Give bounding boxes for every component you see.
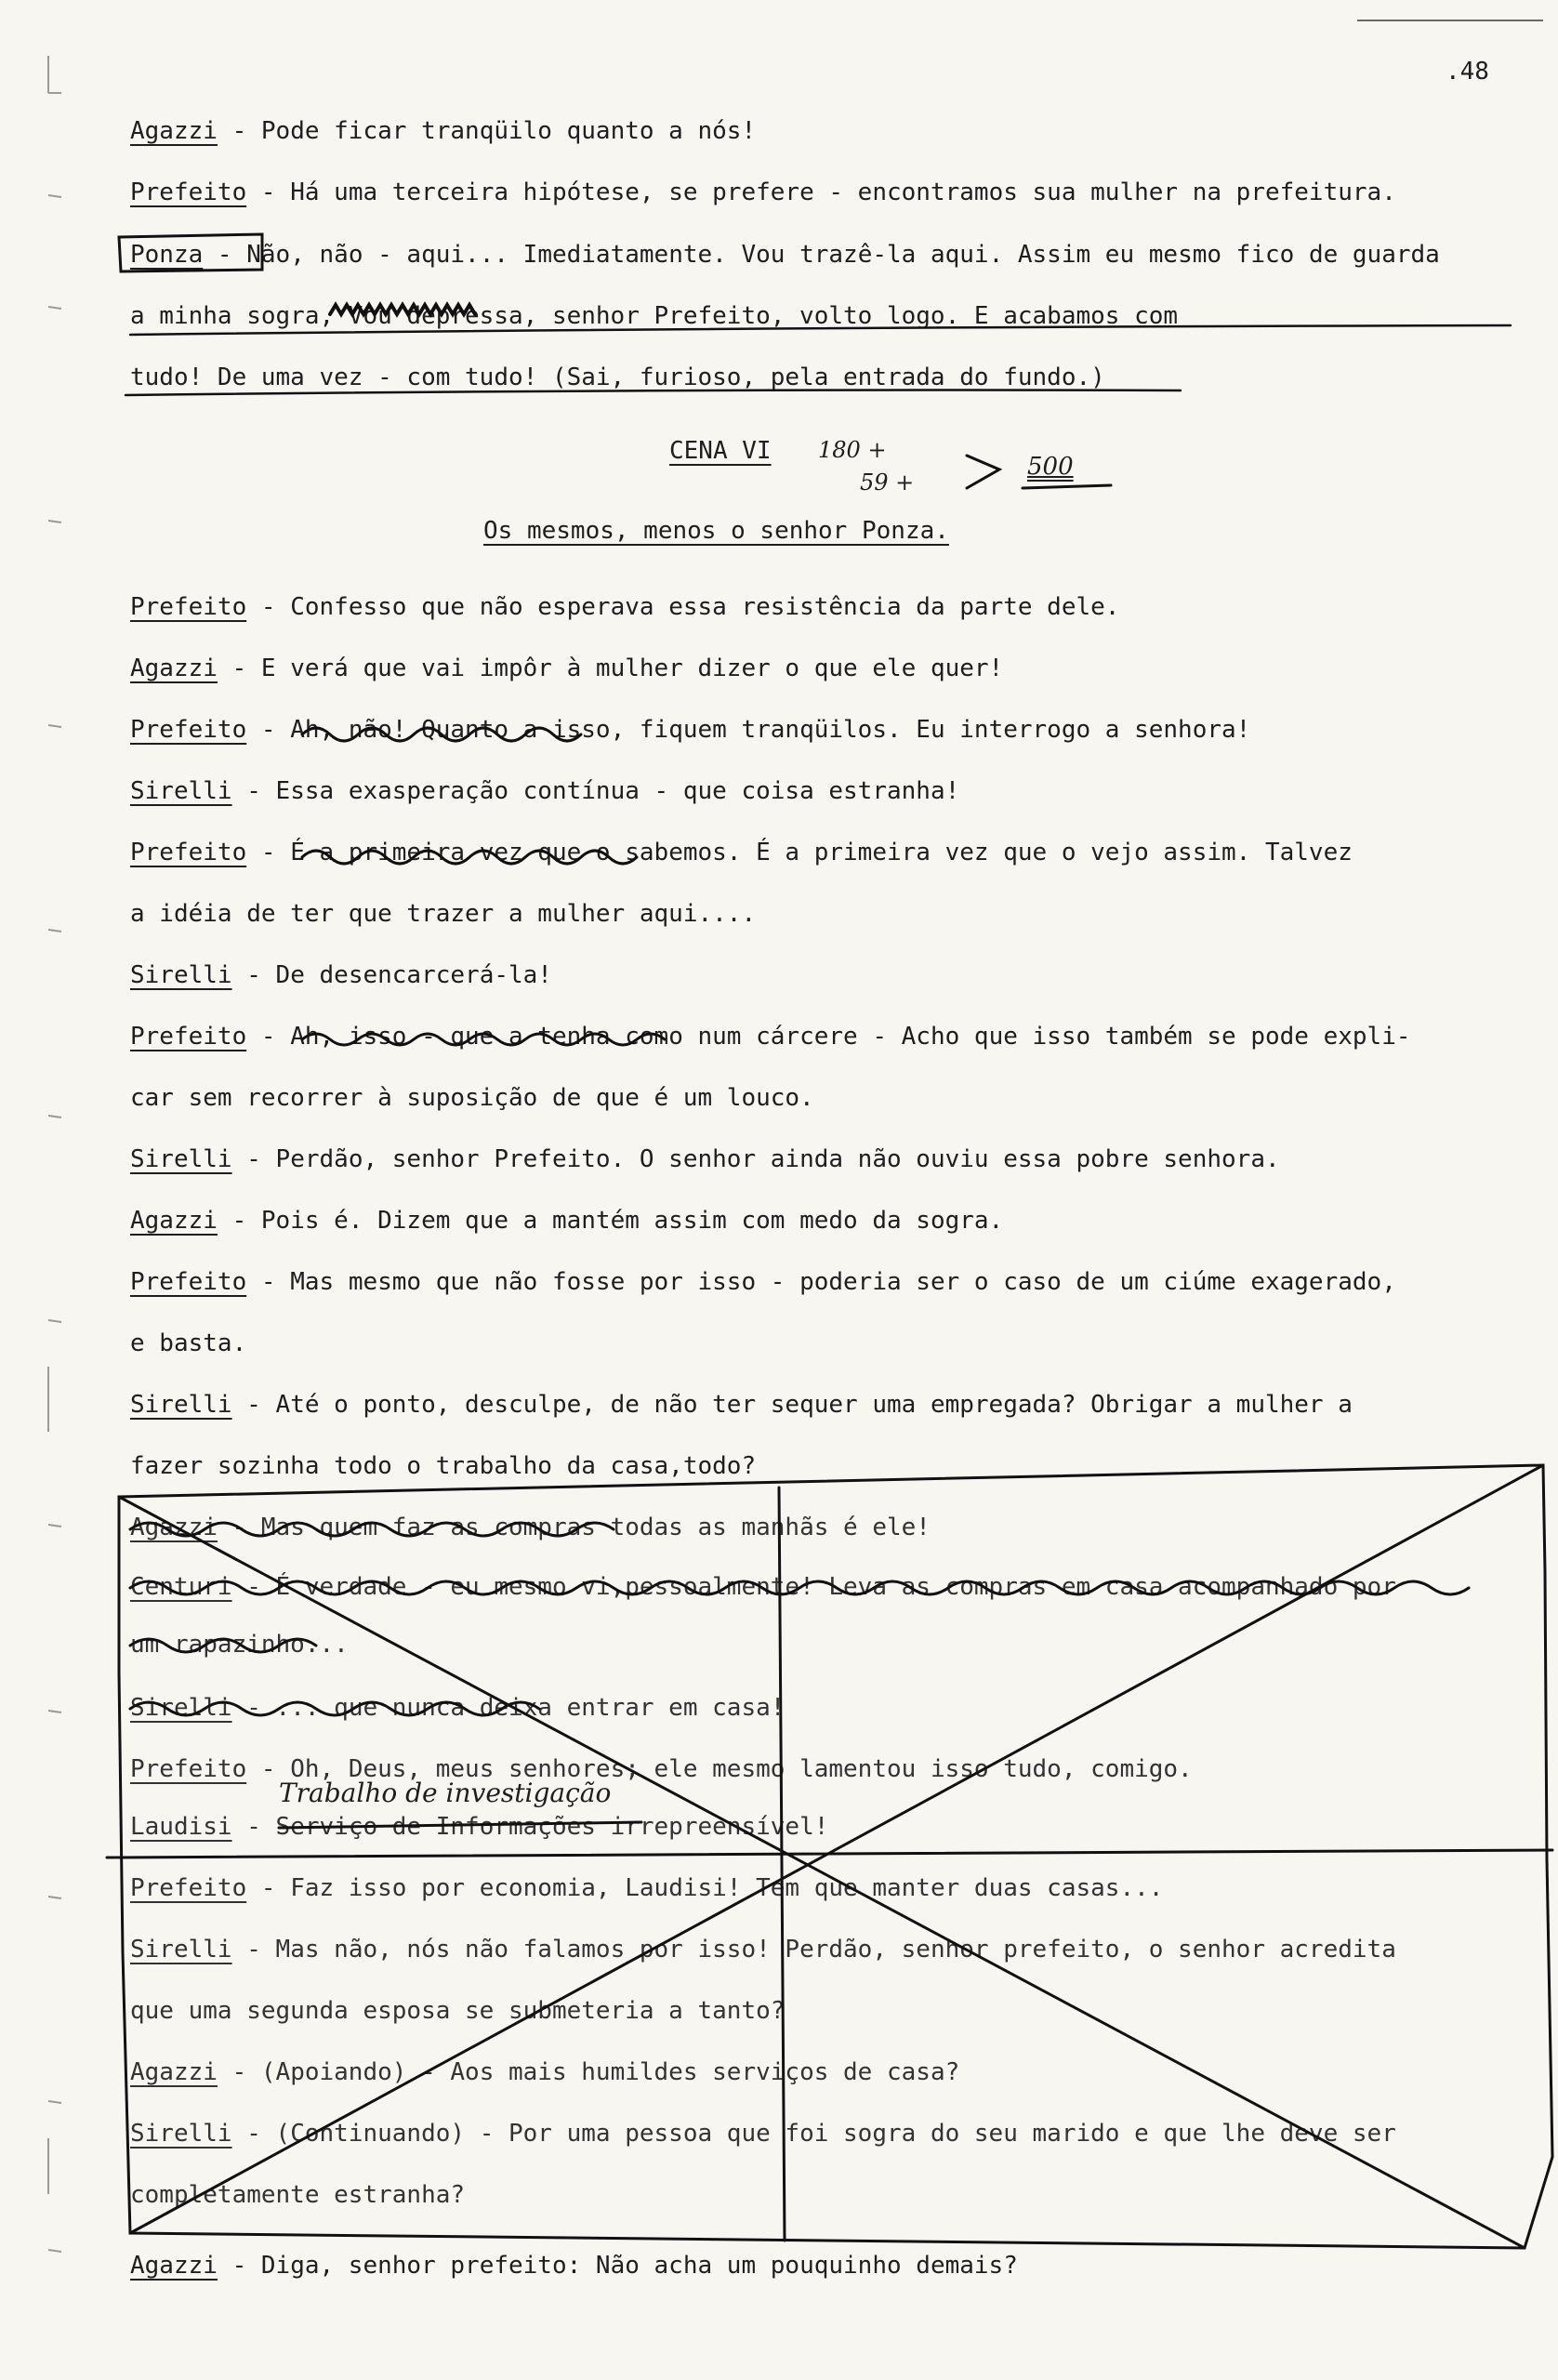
dialogue-line (130, 362, 1484, 393)
line-text: Mas não, nós não falamos por isso! Perdão, senhor prefeito, o senhor acredita (275, 1936, 1396, 1964)
speaker-name: Sirelli (130, 2120, 232, 2148)
dialogue-line: Sirelli - De desencarcerá-la! (130, 961, 552, 989)
line-text: De desencarcerá-la! (275, 961, 552, 989)
dialogue-line: Agazzi - Diga, senhor prefeito: Não acha um pouquinho demais? (130, 2252, 1018, 2280)
dialogue-line: Agazzi - Pode ficar tranqüilo quanto a nós! (130, 117, 757, 145)
line-text: e basta. (130, 1329, 247, 1357)
speaker-name: Agazzi (130, 1514, 218, 1541)
arrow-mark (967, 456, 999, 488)
line-text: (Apoiando) - Aos mais humildes serviços de casa? (260, 2058, 960, 2086)
line-text: Faz isso por economia, Laudisi! Tem que manter duas casas... (290, 1874, 1164, 1902)
line-text: Ah, não! Quanto a isso, fiquem tranqüilos. Eu interrogo a senhora! (290, 716, 1251, 744)
speaker-name: Centuri (130, 1573, 232, 1601)
handwritten-insert: Trabalho de investigação (279, 1778, 612, 1808)
speaker-name: Prefeito (130, 1023, 247, 1051)
dialogue-line: Sirelli - Essa exasperação contínua - que coisa estranha! (130, 777, 960, 805)
dialogue-line: Agazzi - (Apoiando) - Aos mais humildes serviços de casa? (130, 2058, 960, 2086)
speaker-name: Ponza (130, 241, 204, 269)
line-text: Ah, isso - que a tenha como num cárcere - Acho que isso também se pode expli- (290, 1023, 1411, 1051)
line-text: Mas mesmo que não fosse por isso - poderia ser o caso de um ciúme exagerado, (290, 1268, 1396, 1296)
line-text: ... que nunca deixa entrar em casa! (275, 1694, 786, 1722)
dialogue-line (130, 300, 1484, 332)
speaker-name: Prefeito (130, 178, 247, 206)
speaker-name: Sirelli (130, 777, 232, 805)
dialogue-line: Sirelli - Perdão, senhor Prefeito. O senhor ainda não ouviu essa pobre senhora. (130, 1145, 1280, 1173)
dialogue-line: Agazzi - Pois é. Dizem que a mantém assim com medo da sogra. (130, 1207, 1004, 1235)
line-text: Há uma terceira hipótese, se prefere - encontramos sua mulher na prefeitura. (290, 178, 1396, 206)
dialogue-line (130, 1082, 1484, 1114)
speaker-name: Sirelli (130, 961, 232, 989)
speaker-name: Sirelli (130, 1694, 232, 1722)
dialogue-line (130, 2179, 1484, 2211)
dialogue-line: Centuri - É verdade - eu mesmo vi,pessoalmente! Leva as compras em casa acompanhado por (130, 1573, 1396, 1601)
line-text: Não, não - aqui... Imediatamente. Vou trazê-la aqui. Assim eu mesmo fico de guarda (246, 241, 1440, 269)
dialogue-line: Agazzi - E verá que vai impôr à mulher dizer o que ele quer! (130, 654, 1004, 682)
line-text: fazer sozinha todo o trabalho da casa,todo? (130, 1452, 757, 1480)
speaker-name: Agazzi (130, 654, 218, 682)
line-text: a minha sogra, Vou depressa, senhor Prefeito, volto logo. E acabamos com (130, 302, 1179, 330)
line-text: car sem recorrer à suposição de que é um louco. (130, 1084, 814, 1112)
dialogue-line: Laudisi - Serviço de Informações irrepreensível! (130, 1813, 829, 1841)
dialogue-line: Sirelli - ... que nunca deixa entrar em casa! (130, 1694, 786, 1722)
handwritten-sum-result: 500 (1027, 453, 1074, 481)
line-text: Pois é. Dizem que a mantém assim com medo da sogra. (260, 1207, 1004, 1235)
deletion-divider (107, 1850, 1552, 1858)
handwritten-sum-line2: 59 + (860, 469, 915, 496)
line-text: Confesso que não esperava essa resistência da parte dele. (290, 593, 1120, 621)
speaker-name: Prefeito (130, 839, 247, 866)
line-text: Essa exasperação contínua - que coisa estranha! (275, 777, 960, 805)
dialogue-line (130, 1629, 1484, 1660)
handwritten-sum-line1: 180 + (818, 437, 887, 463)
line-text: completamente estranha? (130, 2181, 466, 2209)
line-text: Serviço de Informações irrepreensível! (275, 1813, 829, 1841)
speaker-name: Sirelli (130, 1391, 232, 1419)
dialogue-line: Ponza - Não, não - aqui... Imediatamente. Vou trazê-la aqui. Assim eu mesmo fico de guarda (130, 241, 1440, 269)
dialogue-line: Sirelli - Até o ponto, desculpe, de não ter sequer uma empregada? Obrigar a mulher a (130, 1391, 1353, 1419)
scene-subtitle: Os mesmos, menos o senhor Ponza. (483, 517, 949, 545)
line-text: (Continuando) - Por uma pessoa que foi sogra do seu marido e que lhe deve ser (275, 2120, 1396, 2148)
speaker-name: Prefeito (130, 1268, 247, 1296)
line-text: um rapazinho... (130, 1631, 349, 1659)
speaker-name: Sirelli (130, 1936, 232, 1964)
dialogue-line: Prefeito - Ah, não! Quanto a isso, fiquem tranqüilos. Eu interrogo a senhora! (130, 716, 1251, 744)
speaker-name: Prefeito (130, 593, 247, 621)
dialogue-line: Prefeito - Confesso que não esperava essa resistência da parte dele. (130, 593, 1120, 621)
speaker-name: Prefeito (130, 1874, 247, 1902)
scene-heading: CENA VI (669, 437, 772, 465)
dialogue-line: Prefeito - Oh, Deus, meus senhores; ele mesmo lamentou isso tudo, comigo. (130, 1755, 1193, 1783)
speaker-name: Agazzi (130, 1207, 218, 1235)
speaker-name: Agazzi (130, 117, 218, 145)
line-text: E verá que vai impôr à mulher dizer o que ele quer! (260, 654, 1004, 682)
dialogue-line (130, 1450, 1484, 1482)
line-text: tudo! De uma vez - com tudo! (Sai, furioso, pela entrada do fundo.) (130, 364, 1105, 391)
speaker-name: Laudisi (130, 1813, 232, 1841)
line-text: Mas quem faz as compras todas as manhãs é ele! (260, 1514, 931, 1541)
dialogue-line: Prefeito - Faz isso por economia, Laudisi! Tem que manter duas casas... (130, 1874, 1164, 1902)
page-number: .48 (1446, 58, 1489, 86)
line-text: Até o ponto, desculpe, de não ter sequer uma empregada? Obrigar a mulher a (275, 1391, 1353, 1419)
line-text: a idéia de ter que trazer a mulher aqui.... (130, 900, 757, 928)
dialogue-line: Sirelli - (Continuando) - Por uma pessoa que foi sogra do seu marido e que lhe deve ser (130, 2120, 1396, 2148)
line-text: que uma segunda esposa se submeteria a tanto? (130, 1997, 786, 2025)
speaker-name: Sirelli (130, 1145, 232, 1173)
speaker-name: Agazzi (130, 2252, 218, 2280)
line-text: É verdade - eu mesmo vi,pessoalmente! Leva as compras em casa acompanhado por (275, 1573, 1396, 1601)
dialogue-line: Prefeito - Mas mesmo que não fosse por isso - poderia ser o caso de um ciúme exagerado, (130, 1268, 1396, 1296)
dialogue-line (130, 1328, 1484, 1359)
binding-edge (0, 0, 56, 2380)
dialogue-line (130, 1995, 1484, 2027)
line-text: Oh, Deus, meus senhores; ele mesmo lamentou isso tudo, comigo. (290, 1755, 1193, 1783)
dialogue-line: Sirelli - Mas não, nós não falamos por isso! Perdão, senhor prefeito, o senhor acredita (130, 1936, 1396, 1964)
dialogue-line: Prefeito - Ah, isso - que a tenha como num cárcere - Acho que isso também se pode expli- (130, 1023, 1411, 1051)
line-text: Pode ficar tranqüilo quanto a nós! (260, 117, 757, 145)
dialogue-line: Prefeito - Há uma terceira hipótese, se prefere - encontramos sua mulher na prefeitura. (130, 178, 1396, 206)
speaker-name: Prefeito (130, 716, 247, 744)
speaker-name: Agazzi (130, 2058, 218, 2086)
line-text: É a primeira vez que o sabemos. É a primeira vez que o vejo assim. Talvez (290, 839, 1353, 866)
line-text: Perdão, senhor Prefeito. O senhor ainda não ouviu essa pobre senhora. (275, 1145, 1280, 1173)
dialogue-line: Prefeito - É a primeira vez que o sabemos. É a primeira vez que o vejo assim. Talvez (130, 839, 1353, 866)
dialogue-line: Agazzi - Mas quem faz as compras todas as manhãs é ele! (130, 1514, 931, 1541)
dialogue-line (130, 898, 1484, 930)
speaker-name: Prefeito (130, 1755, 247, 1783)
line-text: Diga, senhor prefeito: Não acha um pouquinho demais? (260, 2252, 1018, 2280)
